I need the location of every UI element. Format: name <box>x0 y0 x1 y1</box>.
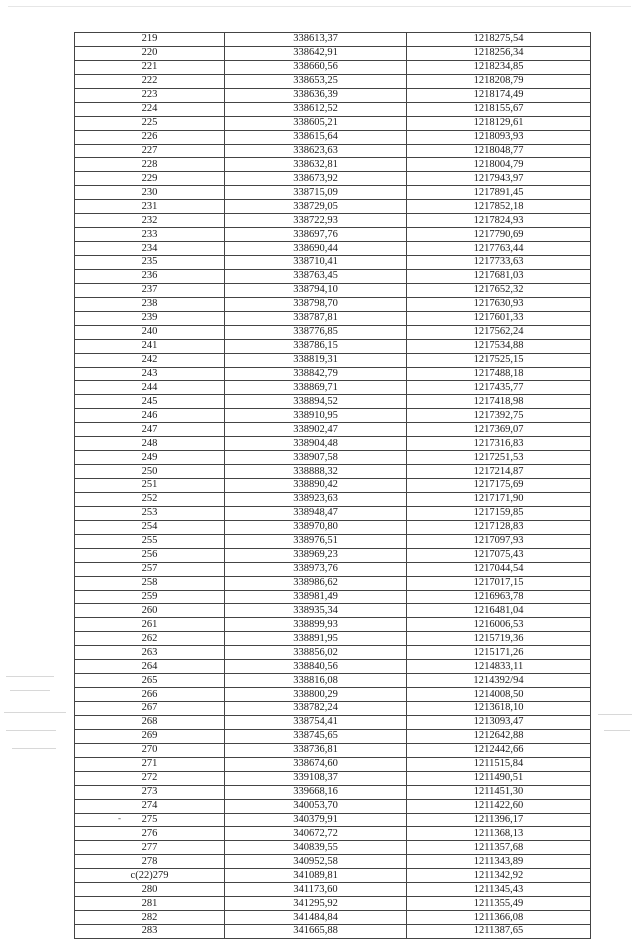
y-coordinate-cell: 1217214,87 <box>407 465 591 479</box>
y-coordinate-cell: 1217562,24 <box>407 325 591 339</box>
point-number-cell: 234 <box>75 242 225 256</box>
table-row <box>75 813 591 827</box>
table-row <box>75 465 591 479</box>
y-coordinate-cell: 1217943,97 <box>407 172 591 186</box>
x-coordinate-cell: 338973,76 <box>225 562 407 576</box>
y-coordinate-cell: 1217525,15 <box>407 353 591 367</box>
point-number-cell: 257 <box>75 562 225 576</box>
x-coordinate-cell: 338904,48 <box>225 437 407 451</box>
margin-mark: - <box>118 813 121 823</box>
point-number-cell: 258 <box>75 576 225 590</box>
coordinates-table-container <box>74 32 590 939</box>
y-coordinate-cell: 1217891,45 <box>407 186 591 200</box>
y-coordinate-cell: 1213093,47 <box>407 715 591 729</box>
table-row <box>75 674 591 688</box>
y-coordinate-cell: 1218174,49 <box>407 88 591 102</box>
table-row <box>75 715 591 729</box>
point-number-cell: 225 <box>75 116 225 130</box>
table-row <box>75 911 591 925</box>
point-number-cell: 280 <box>75 883 225 897</box>
x-coordinate-cell: 338673,92 <box>225 172 407 186</box>
point-number-cell: 237 <box>75 283 225 297</box>
table-row <box>75 925 591 939</box>
x-coordinate-cell: 338763,45 <box>225 269 407 283</box>
x-coordinate-cell: 341484,84 <box>225 911 407 925</box>
point-number-cell: 247 <box>75 423 225 437</box>
table-row <box>75 506 591 520</box>
table-row <box>75 395 591 409</box>
x-coordinate-cell: 338923,63 <box>225 492 407 506</box>
y-coordinate-cell: 1217075,43 <box>407 548 591 562</box>
y-coordinate-cell: 1218234,85 <box>407 60 591 74</box>
table-row <box>75 743 591 757</box>
y-coordinate-cell: 1218256,34 <box>407 46 591 60</box>
y-coordinate-cell: 1217681,03 <box>407 269 591 283</box>
y-coordinate-cell: 1211355,49 <box>407 897 591 911</box>
x-coordinate-cell: 338690,44 <box>225 242 407 256</box>
x-coordinate-cell: 338623,63 <box>225 144 407 158</box>
y-coordinate-cell: 1217763,44 <box>407 242 591 256</box>
y-coordinate-cell: 1211387,65 <box>407 925 591 939</box>
table-row <box>75 869 591 883</box>
x-coordinate-cell: 338910,95 <box>225 409 407 423</box>
point-number-cell: 269 <box>75 729 225 743</box>
point-number-cell: 278 <box>75 855 225 869</box>
x-coordinate-cell: 338674,60 <box>225 757 407 771</box>
y-coordinate-cell: 1218129,61 <box>407 116 591 130</box>
point-number-cell: 267 <box>75 702 225 716</box>
x-coordinate-cell: 338729,05 <box>225 200 407 214</box>
point-number-cell: 281 <box>75 897 225 911</box>
table-row <box>75 74 591 88</box>
x-coordinate-cell: 338613,37 <box>225 33 407 47</box>
table-row <box>75 311 591 325</box>
table-row <box>75 102 591 116</box>
y-coordinate-cell: 1217488,18 <box>407 367 591 381</box>
y-coordinate-cell: 1218155,67 <box>407 102 591 116</box>
x-coordinate-cell: 341665,88 <box>225 925 407 939</box>
y-coordinate-cell: 1217790,69 <box>407 228 591 242</box>
x-coordinate-cell: 338976,51 <box>225 534 407 548</box>
point-number-cell: 222 <box>75 74 225 88</box>
table-row <box>75 757 591 771</box>
point-number-cell: 282 <box>75 911 225 925</box>
y-coordinate-cell: 1217171,90 <box>407 492 591 506</box>
scan-smudge <box>598 714 632 715</box>
point-number-cell: 241 <box>75 339 225 353</box>
table-row <box>75 548 591 562</box>
x-coordinate-cell: 341295,92 <box>225 897 407 911</box>
y-coordinate-cell: 1218048,77 <box>407 144 591 158</box>
point-number-cell: 226 <box>75 130 225 144</box>
y-coordinate-cell: 1217601,33 <box>407 311 591 325</box>
point-number-cell: 240 <box>75 325 225 339</box>
point-number-cell: 236 <box>75 269 225 283</box>
scan-smudge <box>6 676 54 677</box>
point-number-cell: 256 <box>75 548 225 562</box>
y-coordinate-cell: 1211345,43 <box>407 883 591 897</box>
x-coordinate-cell: 341173,60 <box>225 883 407 897</box>
table-row <box>75 646 591 660</box>
y-coordinate-cell: 1212642,88 <box>407 729 591 743</box>
x-coordinate-cell: 338632,81 <box>225 158 407 172</box>
point-number-cell: 223 <box>75 88 225 102</box>
y-coordinate-cell: 1215719,36 <box>407 632 591 646</box>
table-row <box>75 660 591 674</box>
x-coordinate-cell: 339668,16 <box>225 785 407 799</box>
point-number-cell: 248 <box>75 437 225 451</box>
x-coordinate-cell: 338986,62 <box>225 576 407 590</box>
point-number-cell: 271 <box>75 757 225 771</box>
table-row <box>75 144 591 158</box>
point-number-cell: 242 <box>75 353 225 367</box>
x-coordinate-cell: 338715,09 <box>225 186 407 200</box>
y-coordinate-cell: 1213618,10 <box>407 702 591 716</box>
y-coordinate-cell: 1217418,98 <box>407 395 591 409</box>
y-coordinate-cell: 1217630,93 <box>407 297 591 311</box>
y-coordinate-cell: 1217369,07 <box>407 423 591 437</box>
table-row <box>75 562 591 576</box>
point-number-cell: 264 <box>75 660 225 674</box>
table-row <box>75 576 591 590</box>
point-number-cell: 276 <box>75 827 225 841</box>
table-row <box>75 353 591 367</box>
point-number-cell: 275 <box>75 813 225 827</box>
table-row <box>75 771 591 785</box>
point-number-cell: 263 <box>75 646 225 660</box>
table-row <box>75 158 591 172</box>
y-coordinate-cell: 1217652,32 <box>407 283 591 297</box>
point-number-cell: 246 <box>75 409 225 423</box>
x-coordinate-cell: 338816,08 <box>225 674 407 688</box>
point-number-cell: c(22)279 <box>75 869 225 883</box>
point-number-cell: 243 <box>75 367 225 381</box>
table-row <box>75 297 591 311</box>
x-coordinate-cell: 338856,02 <box>225 646 407 660</box>
y-coordinate-cell: 1211490,51 <box>407 771 591 785</box>
y-coordinate-cell: 1217251,53 <box>407 451 591 465</box>
x-coordinate-cell: 340053,70 <box>225 799 407 813</box>
point-number-cell: 274 <box>75 799 225 813</box>
point-number-cell: 272 <box>75 771 225 785</box>
point-number-cell: 250 <box>75 465 225 479</box>
y-coordinate-cell: 1218208,79 <box>407 74 591 88</box>
table-row <box>75 409 591 423</box>
y-coordinate-cell: 1215171,26 <box>407 646 591 660</box>
table-row <box>75 590 591 604</box>
scan-smudge <box>604 730 630 731</box>
y-coordinate-cell: 1217017,15 <box>407 576 591 590</box>
table-row <box>75 785 591 799</box>
point-number-cell: 253 <box>75 506 225 520</box>
y-coordinate-cell: 1214833,11 <box>407 660 591 674</box>
table-row <box>75 451 591 465</box>
table-row <box>75 116 591 130</box>
x-coordinate-cell: 338800,29 <box>225 688 407 702</box>
point-number-cell: 260 <box>75 604 225 618</box>
x-coordinate-cell: 338660,56 <box>225 60 407 74</box>
table-row <box>75 228 591 242</box>
point-number-cell: 251 <box>75 479 225 493</box>
x-coordinate-cell: 338819,31 <box>225 353 407 367</box>
point-number-cell: 224 <box>75 102 225 116</box>
x-coordinate-cell: 338782,24 <box>225 702 407 716</box>
table-row <box>75 200 591 214</box>
table-row <box>75 88 591 102</box>
x-coordinate-cell: 338736,81 <box>225 743 407 757</box>
point-number-cell: 259 <box>75 590 225 604</box>
x-coordinate-cell: 341089,81 <box>225 869 407 883</box>
x-coordinate-cell: 339108,37 <box>225 771 407 785</box>
point-number-cell: 221 <box>75 60 225 74</box>
x-coordinate-cell: 338794,10 <box>225 283 407 297</box>
table-row <box>75 437 591 451</box>
y-coordinate-cell: 1216963,78 <box>407 590 591 604</box>
x-coordinate-cell: 340952,58 <box>225 855 407 869</box>
y-coordinate-cell: 1217824,93 <box>407 214 591 228</box>
table-row <box>75 46 591 60</box>
point-number-cell: 283 <box>75 925 225 939</box>
y-coordinate-cell: 1214008,50 <box>407 688 591 702</box>
x-coordinate-cell: 338970,80 <box>225 520 407 534</box>
point-number-cell: 235 <box>75 256 225 270</box>
point-number-cell: 277 <box>75 841 225 855</box>
x-coordinate-cell: 338935,34 <box>225 604 407 618</box>
y-coordinate-cell: 1217175,69 <box>407 479 591 493</box>
x-coordinate-cell: 340672,72 <box>225 827 407 841</box>
table-row <box>75 269 591 283</box>
table-row <box>75 339 591 353</box>
y-coordinate-cell: 1217097,93 <box>407 534 591 548</box>
table-row <box>75 423 591 437</box>
x-coordinate-cell: 338754,41 <box>225 715 407 729</box>
table-row <box>75 729 591 743</box>
table-row <box>75 897 591 911</box>
x-coordinate-cell: 338891,95 <box>225 632 407 646</box>
table-row <box>75 492 591 506</box>
point-number-cell: 232 <box>75 214 225 228</box>
y-coordinate-cell: 1212442,66 <box>407 743 591 757</box>
table-row <box>75 283 591 297</box>
x-coordinate-cell: 338697,76 <box>225 228 407 242</box>
table-row <box>75 632 591 646</box>
point-number-cell: 239 <box>75 311 225 325</box>
x-coordinate-cell: 338745,65 <box>225 729 407 743</box>
point-number-cell: 273 <box>75 785 225 799</box>
scan-smudge <box>4 712 66 713</box>
scan-smudge <box>12 748 56 749</box>
y-coordinate-cell: 1211366,08 <box>407 911 591 925</box>
x-coordinate-cell: 338636,39 <box>225 88 407 102</box>
x-coordinate-cell: 338605,21 <box>225 116 407 130</box>
top-divider <box>8 6 631 7</box>
point-number-cell: 262 <box>75 632 225 646</box>
x-coordinate-cell: 338612,52 <box>225 102 407 116</box>
point-number-cell: 249 <box>75 451 225 465</box>
y-coordinate-cell: 1216006,53 <box>407 618 591 632</box>
table-row <box>75 186 591 200</box>
coordinates-table <box>74 32 591 939</box>
scan-smudge <box>10 690 50 691</box>
table-row <box>75 367 591 381</box>
y-coordinate-cell: 1218093,93 <box>407 130 591 144</box>
table-row <box>75 381 591 395</box>
table-row <box>75 618 591 632</box>
table-row <box>75 520 591 534</box>
x-coordinate-cell: 340379,91 <box>225 813 407 827</box>
y-coordinate-cell: 1218275,54 <box>407 33 591 47</box>
coordinates-table-body <box>75 33 591 939</box>
table-row <box>75 841 591 855</box>
point-number-cell: 270 <box>75 743 225 757</box>
y-coordinate-cell: 1217733,63 <box>407 256 591 270</box>
y-coordinate-cell: 1218004,79 <box>407 158 591 172</box>
y-coordinate-cell: 1211343,89 <box>407 855 591 869</box>
x-coordinate-cell: 340839,55 <box>225 841 407 855</box>
x-coordinate-cell: 338902,47 <box>225 423 407 437</box>
point-number-cell: 266 <box>75 688 225 702</box>
table-row <box>75 325 591 339</box>
point-number-cell: 261 <box>75 618 225 632</box>
x-coordinate-cell: 338842,79 <box>225 367 407 381</box>
x-coordinate-cell: 338899,93 <box>225 618 407 632</box>
x-coordinate-cell: 338787,81 <box>225 311 407 325</box>
point-number-cell: 255 <box>75 534 225 548</box>
table-row <box>75 33 591 47</box>
x-coordinate-cell: 338888,32 <box>225 465 407 479</box>
x-coordinate-cell: 338710,41 <box>225 256 407 270</box>
y-coordinate-cell: 1217316,83 <box>407 437 591 451</box>
y-coordinate-cell: 1211368,13 <box>407 827 591 841</box>
y-coordinate-cell: 1217435,77 <box>407 381 591 395</box>
y-coordinate-cell: 1216481,04 <box>407 604 591 618</box>
point-number-cell: 229 <box>75 172 225 186</box>
point-number-cell: 220 <box>75 46 225 60</box>
x-coordinate-cell: 338776,85 <box>225 325 407 339</box>
y-coordinate-cell: 1211357,68 <box>407 841 591 855</box>
x-coordinate-cell: 338840,56 <box>225 660 407 674</box>
table-row <box>75 479 591 493</box>
table-row <box>75 604 591 618</box>
y-coordinate-cell: 1217128,83 <box>407 520 591 534</box>
table-row <box>75 130 591 144</box>
y-coordinate-cell: 1214392/94 <box>407 674 591 688</box>
y-coordinate-cell: 1211396,17 <box>407 813 591 827</box>
y-coordinate-cell: 1211422,60 <box>407 799 591 813</box>
y-coordinate-cell: 1217392,75 <box>407 409 591 423</box>
point-number-cell: 244 <box>75 381 225 395</box>
table-row <box>75 883 591 897</box>
x-coordinate-cell: 338907,58 <box>225 451 407 465</box>
x-coordinate-cell: 338894,52 <box>225 395 407 409</box>
table-row <box>75 688 591 702</box>
table-row <box>75 534 591 548</box>
x-coordinate-cell: 338981,49 <box>225 590 407 604</box>
x-coordinate-cell: 338869,71 <box>225 381 407 395</box>
y-coordinate-cell: 1217534,88 <box>407 339 591 353</box>
x-coordinate-cell: 338653,25 <box>225 74 407 88</box>
point-number-cell: 268 <box>75 715 225 729</box>
point-number-cell: 233 <box>75 228 225 242</box>
point-number-cell: 219 <box>75 33 225 47</box>
x-coordinate-cell: 338642,91 <box>225 46 407 60</box>
table-row <box>75 855 591 869</box>
y-coordinate-cell: 1217852,18 <box>407 200 591 214</box>
point-number-cell: 238 <box>75 297 225 311</box>
table-row <box>75 172 591 186</box>
x-coordinate-cell: 338969,23 <box>225 548 407 562</box>
point-number-cell: 227 <box>75 144 225 158</box>
point-number-cell: 245 <box>75 395 225 409</box>
point-number-cell: 228 <box>75 158 225 172</box>
point-number-cell: 265 <box>75 674 225 688</box>
scan-smudge <box>6 730 56 731</box>
x-coordinate-cell: 338890,42 <box>225 479 407 493</box>
table-row <box>75 256 591 270</box>
point-number-cell: 231 <box>75 200 225 214</box>
table-row <box>75 214 591 228</box>
table-row <box>75 60 591 74</box>
y-coordinate-cell: 1211515,84 <box>407 757 591 771</box>
point-number-cell: 252 <box>75 492 225 506</box>
y-coordinate-cell: 1211451,30 <box>407 785 591 799</box>
x-coordinate-cell: 338786,15 <box>225 339 407 353</box>
point-number-cell: 230 <box>75 186 225 200</box>
table-row <box>75 242 591 256</box>
x-coordinate-cell: 338948,47 <box>225 506 407 520</box>
y-coordinate-cell: 1217159,85 <box>407 506 591 520</box>
x-coordinate-cell: 338798,70 <box>225 297 407 311</box>
x-coordinate-cell: 338722,93 <box>225 214 407 228</box>
table-row <box>75 827 591 841</box>
y-coordinate-cell: 1211342,92 <box>407 869 591 883</box>
table-row <box>75 799 591 813</box>
table-row <box>75 702 591 716</box>
point-number-cell: 254 <box>75 520 225 534</box>
y-coordinate-cell: 1217044,54 <box>407 562 591 576</box>
x-coordinate-cell: 338615,64 <box>225 130 407 144</box>
